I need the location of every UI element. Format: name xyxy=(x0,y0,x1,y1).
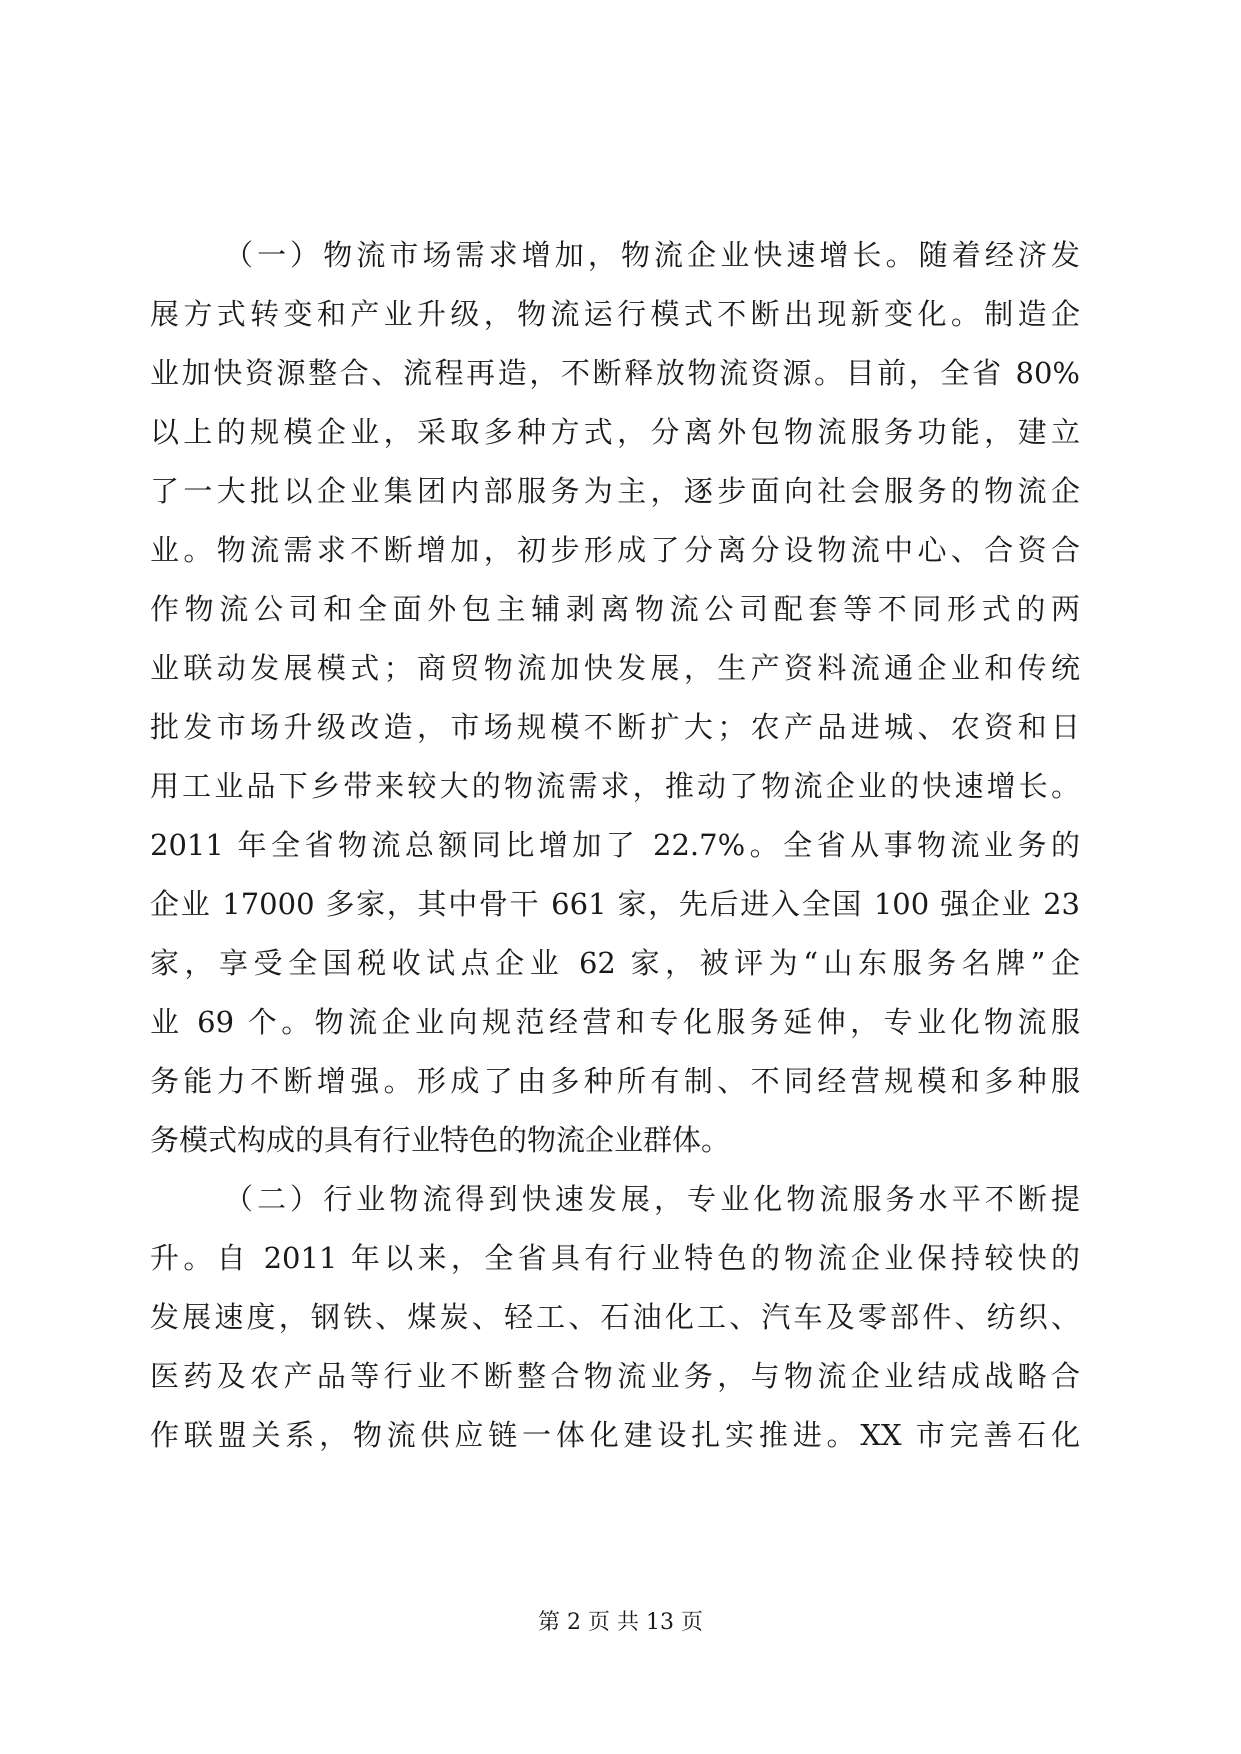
text-line: 用工业品下乡带来较大的物流需求，推动了物流企业的快速增长。 xyxy=(150,769,1080,803)
text-line: 了一大批以企业集团内部服务为主，逐步面向社会服务的物流企 xyxy=(150,474,1080,508)
text-line: 家，享受全国税收试点企业 62 家，被评为“山东服务名牌”企 xyxy=(150,946,1080,980)
text-line: 业。物流需求不断增加，初步形成了分离分设物流中心、合资合 xyxy=(150,533,1080,567)
text-line: 发展速度，钢铁、煤炭、轻工、石油化工、汽车及零部件、纺织、 xyxy=(150,1300,1080,1334)
text-line: 升。自 2011 年以来，全省具有行业特色的物流企业保持较快的 xyxy=(150,1241,1080,1275)
text-line: （一）物流市场需求增加，物流企业快速增长。随着经济发 xyxy=(224,238,1080,272)
text-line: 业联动发展模式；商贸物流加快发展，生产资料流通企业和传统 xyxy=(150,651,1080,685)
text-line: 企业 17000 多家，其中骨干 661 家，先后进入全国 100 强企业 23 xyxy=(150,887,1080,921)
text-line: 以上的规模企业，采取多种方式，分离外包物流服务功能，建立 xyxy=(150,415,1080,449)
text-line: 批发市场升级改造，市场规模不断扩大；农产品进城、农资和日 xyxy=(150,710,1080,744)
text-line: 业 69 个。物流企业向规范经营和专化服务延伸，专业化物流服 xyxy=(150,1005,1080,1039)
text-line: 务模式构成的具有行业特色的物流企业群体。 xyxy=(150,1123,731,1157)
text-line: 展方式转变和产业升级，物流运行模式不断出现新变化。制造企 xyxy=(150,297,1080,331)
text-line: 业加快资源整合、流程再造，不断释放物流资源。目前，全省 80% xyxy=(150,356,1080,390)
text-line: 务能力不断增强。形成了由多种所有制、不同经营规模和多种服 xyxy=(150,1064,1080,1098)
body-text xyxy=(150,226,1080,1465)
paragraph-1 xyxy=(150,226,1080,1170)
text-line: 2011 年全省物流总额同比增加了 22.7%。全省从事物流业务的 xyxy=(150,828,1080,862)
text-line: 医药及农产品等行业不断整合物流业务，与物流企业结成战略合 xyxy=(150,1359,1080,1393)
text-line: 作物流公司和全面外包主辅剥离物流公司配套等不同形式的两 xyxy=(150,592,1080,626)
text-line: （二）行业物流得到快速发展，专业化物流服务水平不断提 xyxy=(224,1182,1080,1216)
paragraph-2 xyxy=(150,1170,1080,1465)
text-line: 作联盟关系，物流供应链一体化建设扎实推进。XX 市完善石化 xyxy=(150,1418,1080,1452)
page-footer: 第 2 页 共 13 页 xyxy=(538,1610,703,1635)
